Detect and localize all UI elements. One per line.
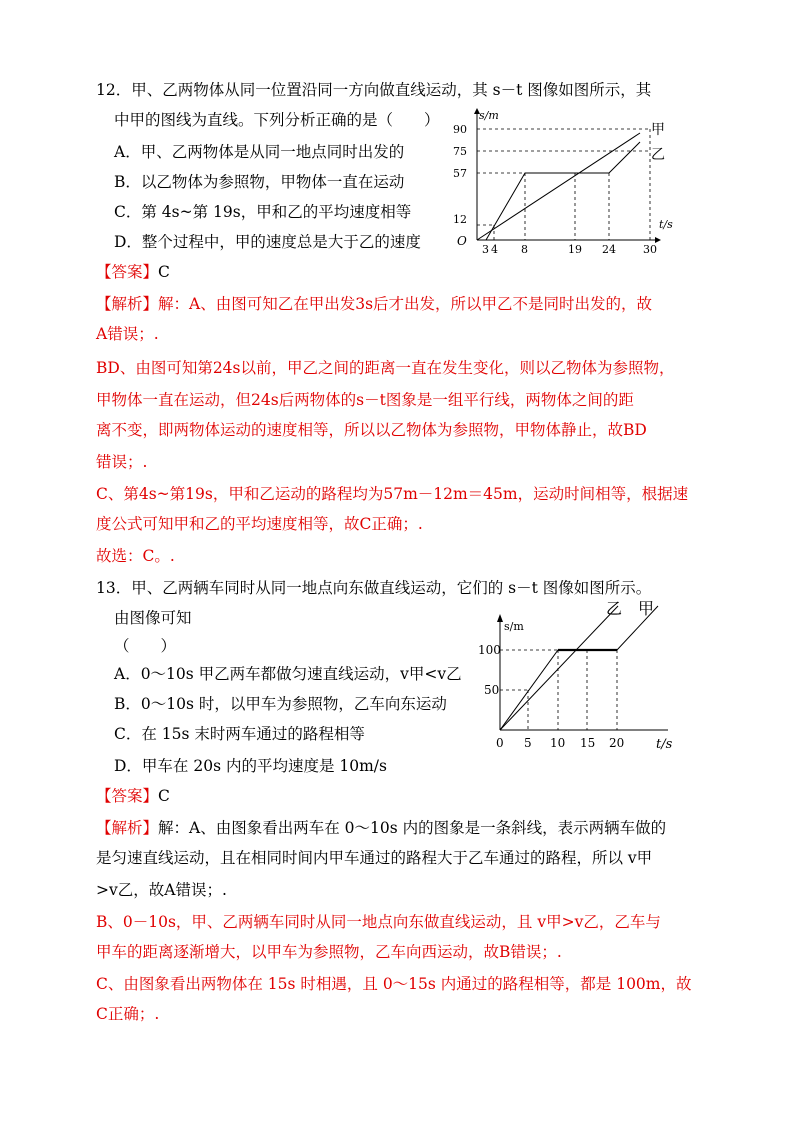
q12-option-d: D．整个过程中，甲的速度总是大于乙的速度 [114, 233, 421, 251]
q12-chart [445, 108, 685, 256]
q13-analysis-line: 甲车的距离逐渐增大，以甲车为参照物，乙车向西运动，故B错误；. [96, 943, 562, 961]
q13-y-tick: 100 [478, 643, 501, 657]
q12-answer [96, 262, 170, 282]
q13-stem-line3: （ ） [114, 637, 177, 655]
q12-x-tick: 4 [491, 243, 498, 256]
q13-option-d: D．甲车在 20s 内的平均速度是 10m/s [114, 757, 387, 775]
q12-analysis-line: 甲物体一直在运动，但24s后两物体的s－t图象是一组平行线，两物体之间的距 [96, 391, 634, 409]
q13-analysis-line: C正确；. [96, 1005, 160, 1023]
q13-answer-value: C [158, 787, 170, 805]
q13-x-axis-label: t/s [656, 737, 673, 752]
q13-legend-yi: 乙 [606, 599, 623, 618]
q13-legend-jia: 甲 [638, 599, 655, 618]
q12-x-tick: 3 [482, 243, 489, 256]
q13-stem-line1: 13．甲、乙两辆车同时从同一地点向东做直线运动，它们的 s－t 图像如图所示。 [96, 579, 652, 597]
q12-option-a: A．甲、乙两物体是从同一地点同时出发的 [114, 143, 405, 161]
q13-analysis-line: 是匀速直线运动，且在相同时间内甲车通过的路程大于乙车通过的路程，所以 v甲 [96, 849, 653, 867]
q12-analysis-line: 故选：C。. [96, 547, 175, 565]
q12-analysis-line: BD、由图可知第24s以前，甲乙之间的距离一直在发生变化，则以乙物体为参照物， [96, 359, 675, 377]
q13-option-c: C．在 15s 末时两车通过的路程相等 [114, 725, 365, 743]
q12-x-tick: 24 [602, 243, 616, 256]
q12-stem-line1: 12．甲、乙两物体从同一位置沿同一方向做直线运动，其 s－t 图像如图所示，其 [96, 81, 652, 99]
q12-option-c: C．第 4s~第 19s，甲和乙的平均速度相等 [114, 203, 412, 221]
q12-analysis-line: A错误；. [96, 325, 159, 343]
q13-answer-label: 【答案】 [96, 787, 159, 805]
q13-x-tick: 20 [609, 736, 625, 750]
q13-chart [478, 596, 688, 766]
q13-y-axis-label: s/m [504, 620, 524, 633]
q12-answer-value: C [158, 263, 170, 281]
q13-option-b: B．0～10s 时，以甲车为参照物，乙车向东运动 [114, 695, 447, 713]
q12-stem-line2: 中甲的图线为直线。下列分析正确的是（ ） [114, 111, 440, 129]
q12-analysis-line: C、第4s~第19s，甲和乙运动的路程均为57m－12m＝45m，运动时间相等，根据速 [96, 485, 689, 503]
q13-option-a: A．0～10s 甲乙两车都做匀速直线运动，v甲<v乙 [114, 665, 462, 683]
q13-answer [96, 786, 170, 806]
q12-origin-label: O [457, 234, 467, 248]
q13-x-tick: 0 [496, 736, 504, 750]
q12-analysis-line: 度公式可知甲和乙的平均速度相等，故C正确；. [96, 515, 423, 533]
q13-x-tick: 10 [550, 736, 566, 750]
q12-y-axis-label: s/m [479, 109, 499, 122]
q12-series-jia [477, 133, 640, 240]
q12-analysis-line [96, 294, 652, 314]
q13-analysis-label: 【解析】 [96, 819, 159, 837]
q12-series-yi [486, 142, 640, 240]
q12-x-tick: 8 [521, 243, 528, 256]
q12-y-tick: 57 [453, 167, 467, 180]
q12-x-tick: 30 [643, 243, 657, 256]
q12-answer-label: 【答案】 [96, 263, 159, 281]
q13-x-tick: 15 [580, 736, 596, 750]
q13-analysis-line [96, 818, 666, 838]
q12-legend-yi: 乙 [651, 147, 665, 163]
q13-analysis-line: B、0－10s，甲、乙两辆车同时从同一地点向东做直线运动，且 v甲>v乙，乙车与 [96, 913, 661, 931]
q12-y-tick: 75 [453, 145, 467, 158]
q12-y-tick: 12 [453, 213, 467, 226]
q12-x-axis-label: t/s [659, 218, 673, 231]
q13-y-tick: 50 [484, 683, 500, 697]
q13-x-tick: 5 [524, 736, 532, 750]
q12-x-tick: 19 [568, 243, 582, 256]
q12-analysis-text: 解：A、由图可知乙在甲出发3s后才出发，所以甲乙不是同时出发的，故 [158, 295, 653, 313]
q12-legend-jia: 甲 [651, 122, 665, 138]
q13-analysis-text: 解：A、由图象看出两车在 0～10s 内的图象是一条斜线，表示两辆车做的 [158, 819, 667, 837]
q13-analysis-line: >v乙，故A错误；. [96, 881, 227, 899]
q13-analysis-line: C、由图象看出两物体在 15s 时相遇，且 0～15s 内通过的路程相等，都是 100m，故 [96, 975, 692, 993]
q12-analysis-label: 【解析】 [96, 295, 159, 313]
q12-analysis-line: 离不变，即两物体运动的速度相等，所以以乙物体为参照物，甲物体静止，故BD [96, 421, 647, 439]
q12-option-b: B．以乙物体为参照物，甲物体一直在运动 [114, 173, 405, 191]
q13-stem-line2: 由图像可知 [114, 609, 192, 627]
q12-analysis-line: 错误；. [96, 453, 148, 471]
q12-y-tick: 90 [453, 123, 467, 136]
